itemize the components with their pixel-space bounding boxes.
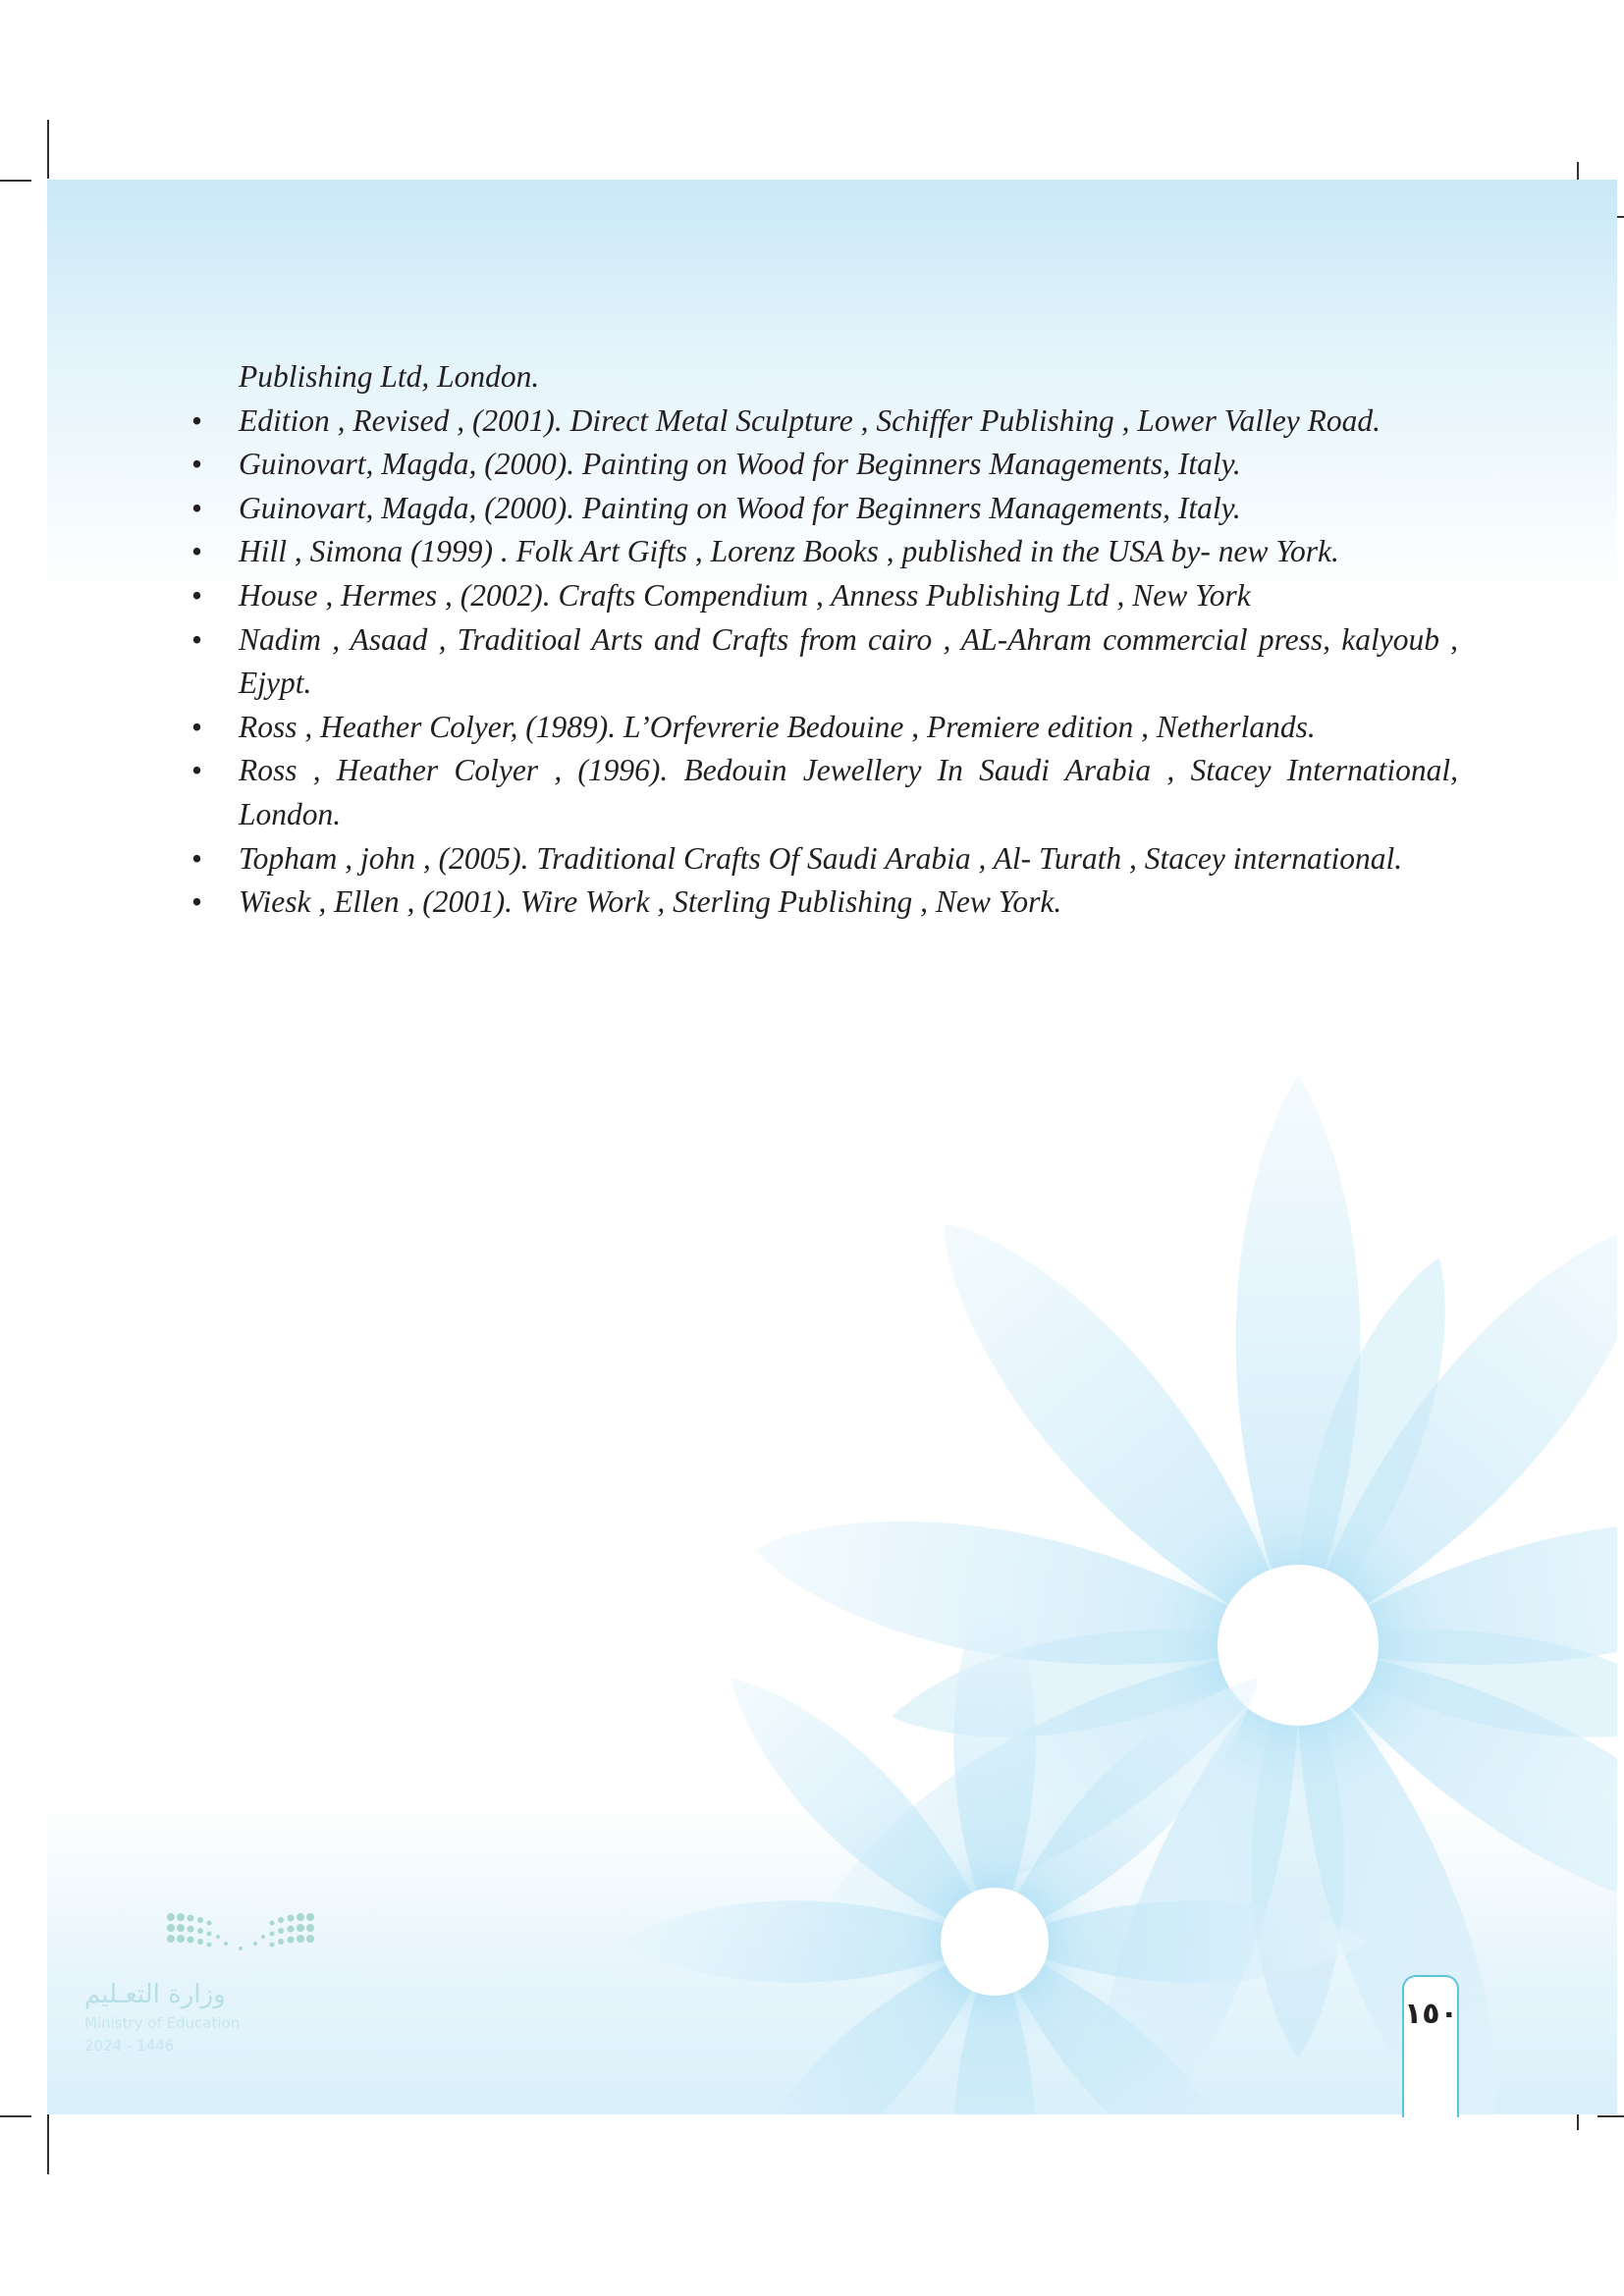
reference-item: [191, 400, 1458, 444]
bullet-icon: •: [191, 577, 203, 613]
bullet-icon: •: [191, 490, 203, 525]
reference-item: [191, 706, 1458, 750]
crop-mark: [47, 120, 49, 179]
reference-text: Wiesk , Ellen , (2001). Wire Work , Sterling Publishing , New York.: [239, 884, 1062, 920]
bullet-icon: •: [191, 753, 203, 788]
reference-item: [191, 443, 1458, 487]
bullet-icon: •: [191, 402, 203, 438]
reference-text: House , Hermes , (2002). Crafts Compendium , Anness Publishing Ltd , New York: [239, 577, 1251, 613]
reference-item: [191, 749, 1458, 836]
reference-text: Nadim , Asaad , Traditioal Arts and Crafts from cairo , AL-Ahram commercial press, kalyoub , Ejypt.: [239, 621, 1458, 701]
logo-arabic-text: وزارة التعـليم: [84, 1980, 226, 2009]
page-number: ١٥٠: [1404, 1997, 1458, 2031]
reference-text: Ross , Heather Colyer, (1989). L’Orfevrerie Bedouine , Premiere edition , Netherlands.: [239, 709, 1316, 744]
reference-item: [191, 487, 1458, 531]
reference-item: [191, 618, 1458, 706]
reference-text: Guinovart, Magda, (2000). Painting on Wood for Beginners Managements, Italy.: [239, 490, 1241, 525]
reference-item: [191, 530, 1458, 574]
reference-list: [191, 355, 1458, 925]
reference-text: Edition , Revised , (2001). Direct Metal Sculpture , Schiffer Publishing , Lower Valley Road.: [239, 402, 1380, 438]
reference-item: [191, 837, 1458, 881]
reference-text: Guinovart, Magda, (2000). Painting on Wood for Beginners Managements, Italy.: [239, 447, 1241, 482]
page-number-tab: [1402, 1975, 1459, 2117]
reference-item: [191, 881, 1458, 925]
reference-text: Ross , Heather Colyer , (1996). Bedouin Jewellery In Saudi Arabia , Stacey International, London.: [239, 753, 1458, 831]
crop-mark: [0, 2115, 31, 2117]
bullet-icon: •: [191, 621, 203, 657]
reference-text: Hill , Simona (1999) . Folk Art Gifts , Lorenz Books , published in the USA by- new York.: [239, 534, 1339, 569]
logo-english-text: Ministry of Education: [84, 2014, 241, 2032]
crop-mark: [0, 180, 31, 182]
logo-dots-icon: [163, 1909, 320, 1963]
reference-text: Publishing Ltd, London.: [239, 359, 540, 394]
reference-item: [191, 355, 1458, 400]
bullet-icon: •: [191, 534, 203, 569]
logo-year-text: 2024 - 1446: [84, 2037, 175, 2055]
crop-mark: [1597, 2115, 1624, 2117]
bullet-icon: •: [191, 447, 203, 482]
bullet-icon: •: [191, 884, 203, 920]
reference-text: Topham , john , (2005). Traditional Crafts Of Saudi Arabia , Al- Turath , Stacey international.: [239, 840, 1403, 876]
bullet-icon: •: [191, 709, 203, 744]
reference-item: [191, 574, 1458, 618]
bullet-icon: •: [191, 840, 203, 876]
